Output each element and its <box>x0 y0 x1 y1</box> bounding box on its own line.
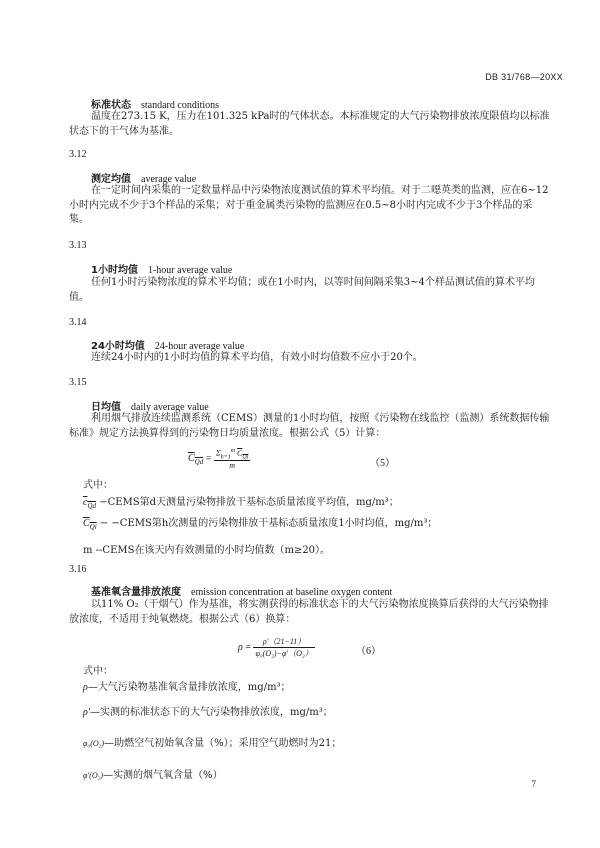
term-1-hour-average <box>91 261 232 276</box>
symbol-rho: ρ <box>83 682 88 693</box>
paragraph-1-hour-average: 任何1小时污染物浓度的算术平均值；或在1小时内，以等时间间隔采集3~4个样品测试值的算术平均值。 <box>69 277 535 303</box>
formula-6-label: （6） <box>356 646 381 657</box>
symbol-rho-prime: ρ′ <box>83 707 90 718</box>
definition-cqd: $c_{Qd}$ −CEMS第d天测量污染物排放干基标态质量浓度平均值，mg/m³； <box>83 497 399 510</box>
formula-6: ρ = $\frac{\rho'(21-11)}{\text{φ₀(O₂)−φ′（O₂）}}$ <box>238 637 313 658</box>
symbol-cqi: $C_{Qi}$ <box>83 518 97 531</box>
where-label: 式中： <box>83 666 113 677</box>
term-cn: 标准状态 <box>91 100 131 111</box>
section-number: 3.15 <box>69 377 87 388</box>
term-cn: 日均值 <box>91 402 121 413</box>
term-standard-conditions <box>91 96 219 111</box>
term-en: average value <box>141 174 197 185</box>
page-number: 7 <box>531 779 536 789</box>
paragraph-standard-conditions: 温度在273.15 K，压力在101.325 kPa时的气体状态。本标准规定的大气污染物排放浓度限值均以标准状态下的干气体为基准。 <box>69 111 550 137</box>
term-average-value <box>91 170 196 185</box>
term-en: standard conditions <box>141 100 220 111</box>
section-number: 3.14 <box>69 317 87 328</box>
section-number: 3.13 <box>69 240 87 251</box>
symbol-cqd: $c_{Qd}$ <box>83 497 97 510</box>
term-en: emission concentration at baseline oxygen content <box>191 587 393 598</box>
formula-5-label: （5） <box>370 458 395 469</box>
definition-phi0: φ₀(O₂)—助燃空气初始氧含量（%）；采用空气助燃时为21； <box>83 738 342 749</box>
document-header: DB 31/768—20XX <box>485 72 563 82</box>
definition-rho-prime: ρ′—实测的标准状态下的大气污染物排放浓度，mg/m³； <box>83 707 333 718</box>
term-en: 1-hour average value <box>147 265 233 276</box>
definition-m: m --CEMS在该天内有效测量的小时均值数（m≥20）。 <box>83 545 331 556</box>
term-cn: 1小时均值 <box>91 265 138 276</box>
formula-lhs: $C_{Qd}$ <box>188 453 204 467</box>
section-number: 3.16 <box>69 564 87 575</box>
term-baseline-oxygen <box>91 583 392 598</box>
term-cn: 测定均值 <box>91 174 131 185</box>
formula-fraction: $\frac{\Sigma_{h=1}^m C_{Qi}}{m}$ <box>215 448 249 471</box>
formula-lhs: ρ <box>238 641 243 653</box>
symbol-phi-prime: φ′(O₂) <box>83 771 104 780</box>
term-daily-average <box>91 398 209 413</box>
term-en: daily average value <box>131 402 209 413</box>
paragraph-average-value: 在一定时间内采集的一定数量样品中污染物浓度测试值的算术平均值。对于二噁英类的监测，应在6~12小时内完成不少于3个样品的采集；对于重金属类污染物的监测应在0.5~8小时内完成不少于3个样品的采集。 <box>69 185 549 226</box>
where-label: 式中： <box>83 480 113 491</box>
term-cn: 基准氧含量排放浓度 <box>91 587 181 598</box>
term-cn: 24小时均值 <box>91 341 145 352</box>
definition-rho: ρ—大气污染物基准氧含量排放浓度，mg/m³； <box>83 682 291 693</box>
paragraph-baseline-oxygen: 以11% O₂（干烟气）作为基准，将实测获得的标准状态下的大气污染物浓度换算后获得的大气污染物排放浓度，不适用于纯氧燃烧。根据公式（6）换算： <box>69 599 549 625</box>
paragraph-daily-average: 利用烟气排放连续监测系统（CEMS）测量的1小时均值，按照《污染物在线监控（监测）系统数据传输标准》规定方法换算得到的污染物日均质量浓度。根据公式（5）计算： <box>69 413 550 439</box>
section-number: 3.12 <box>69 149 87 160</box>
term-24-hour-average <box>91 337 244 352</box>
definition-cqi: $C_{Qi}$ − −CEMS第h次测量的污染物排放干基标态质量浓度1小时均值，mg/m³； <box>83 518 438 531</box>
paragraph-24-hour-average: 连续24小时内的1小时均值的算术平均值，有效小时均值数不应小于20个。 <box>91 352 423 363</box>
symbol-phi0: φ₀(O₂) <box>83 739 105 748</box>
definition-phi-prime: φ′(O₂)—实测的烟气氧含量（%） <box>83 770 223 781</box>
term-en: 24-hour average value <box>154 341 245 352</box>
formula-fraction: $\frac{\rho'(21-11)}{\text{φ₀(O₂)−φ′（O₂）}}$ <box>255 637 313 658</box>
formula-5: $C_{Qd}$ = $\frac{\Sigma_{h=1}^m C_{Qi}}{m}$ <box>188 448 249 471</box>
